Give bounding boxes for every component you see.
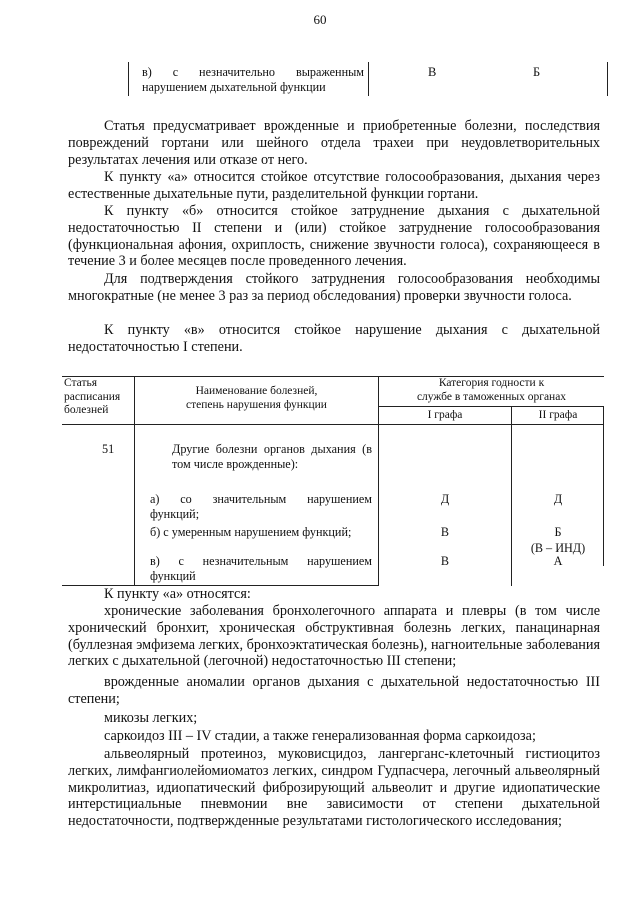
row-category-col1: В [440,525,450,539]
list-item: врожденные аномалии органов дыхания с дыхательной недостаточностью III степени; [68,674,600,707]
table-border-left [128,62,129,96]
row-category-col2: А [553,554,563,568]
row-category-col1: В [440,554,450,568]
header-column-1: I графа [427,409,463,421]
fitness-table [62,376,604,586]
table-row [150,554,372,583]
header-text: Статья [64,377,98,389]
table-row [150,492,372,521]
list-item: хронические заболевания бронхолегочного аппарата и плевры (в том числе хронический бронхит, хроническая обструктивная болезнь легких, панацинарная (буллезная эмфизема легких, бронхоэктатическая болезнь), нагноительные заболевания легких с дыхательной (легочной) недостаточностью III степени; [68,603,600,670]
list-item: альвеолярный протеиноз, муковисцидоз, лангерганс-клеточный гистиоцитоз легких, лимфангиолейомиоматоз легких, синдром Гудпасчера, легочный альвеолярный микролитиаз, идиопатический фиброзирующий альвеолит и другие идиопатические интерстициальные пневмонии вне зависимости от степени дыхательной недостаточности, подтвержденные результатами гистологического исследования; [68,746,600,830]
header-text: Наименование болезней, [195,385,318,397]
list-item: микозы легких; [104,710,198,726]
page-number: 60 [313,12,327,27]
disease-title [172,442,372,471]
table-line [378,406,604,407]
list-item: саркоидоз III – IV стадии, а также генерализованная форма саркоидоза; [104,728,536,744]
row-description [142,65,364,95]
header-text: Категория годности к [438,377,545,389]
row-text-line: б) с умеренным нарушением функций; [150,525,352,539]
row-category-col2: Б [554,525,562,539]
row-category-col2: Б [533,65,541,79]
row-text-line: а) со значительным нарушением [150,492,372,506]
header-text: службе в таможенных органах [416,390,567,403]
paragraph-item-v: К пункту «в» относится стойкое нарушение дыхания с дыхательной недостаточностью I степени. [68,322,600,355]
row-description-line: нарушением дыхательной функции [142,80,326,94]
header-article-column [64,377,134,418]
disease-title-line: том числе врожденные): [172,456,299,471]
header-column-2: II графа [538,409,578,421]
row-category-col2: Д [553,492,563,506]
item-a-intro: К пункту «а» относятся: [104,586,251,602]
row-description-line: в) с незначительно выраженным [142,65,364,79]
header-text: болезней [64,404,109,416]
header-text: расписания [64,390,121,403]
paragraph-article-scope: Статья предусматривает врожденные и приобретенные болезни, последствия повреждений гортани или шейного отдела трахеи при неудовлетворительных результатах лечения или отказе от него. [68,118,600,168]
row-category-col1: В [428,65,437,79]
paragraph-item-a: К пункту «а» относится стойкое отсутствие голосообразования, дыхания через естественные дыхательные пути, разделительной функции гортани. [68,169,600,202]
header-category [379,377,604,404]
row-text-line: функций; [150,506,200,521]
table-line [62,424,604,425]
row-category-col1: Д [440,492,450,506]
row-text-line: в) с незначительным нарушением [150,554,372,568]
paragraph-item-b: К пункту «б» относится стойкое затруднение дыхания с дыхательной недостаточностью II степени и (или) стойкое затруднение голосообразования (функциональная афония, охриплость, снижение звучности голоса), сохраняющееся в течение 3 и более месяцев после проведенного лечения. [68,203,600,270]
table-border-right [607,62,608,96]
table-row [150,525,376,540]
continued-table-row [128,62,608,96]
paragraph-voice-check: Для подтверждения стойкого затруднения голосообразования необходимы многократные (не менее 3 раз за период обследования) проверки звучности голоса. [68,271,600,304]
article-number: 51 [102,442,115,456]
row-text-line: функций [150,568,196,583]
disease-title-line: Другие болезни органов дыхания (в [172,442,372,456]
header-disease-column [135,385,378,412]
table-border-divider [368,62,369,96]
header-text: степень нарушения функции [186,398,327,411]
row-category-col2-extra: (В – ИНД) [530,541,586,555]
